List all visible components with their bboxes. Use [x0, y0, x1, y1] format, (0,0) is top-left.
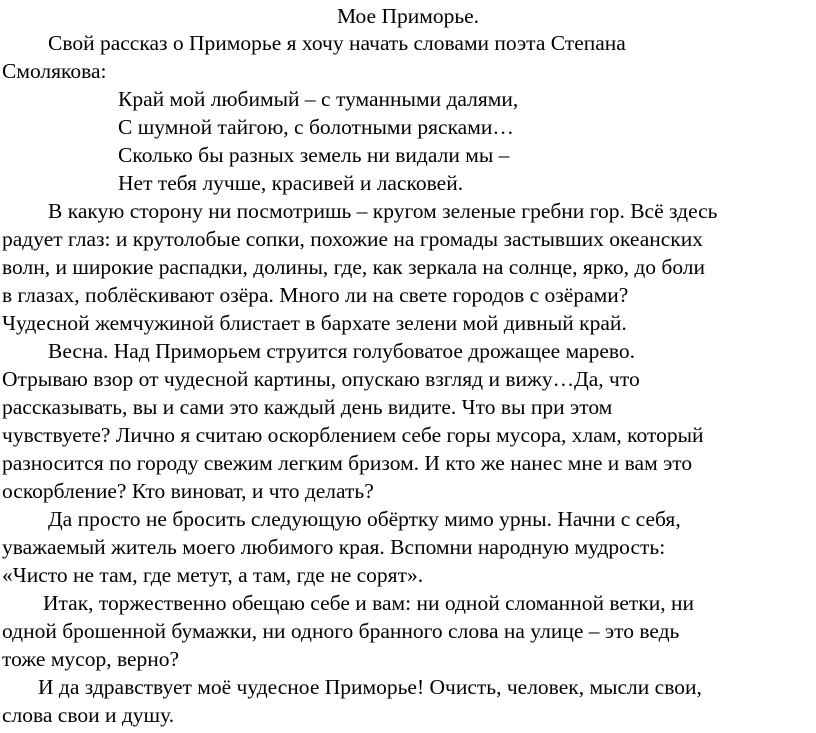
paragraph-1-line-5: Чудесной жемчужиной блистает в бархате зелени мой дивный край. [2, 311, 627, 335]
paragraph-2-line-3: рассказывать, вы и сами это каждый день видите. Что вы при этом [2, 395, 613, 419]
paragraph-3-line-1: Да просто не бросить следующую обёртку мимо урны. Начни с себя, [48, 507, 681, 531]
paragraph-2-line-4: чувствуете? Лично я считаю оскорблением себе горы мусора, хлам, который [2, 423, 704, 447]
paragraph-3-line-3: «Чисто не там, где метут, а там, где не сорят». [2, 563, 424, 587]
intro-line-1: Свой рассказ о Приморье я хочу начать словами поэта Степана [48, 31, 626, 55]
paragraph-2-line-2: Отрываю взор от чудесной картины, опускаю взгляд и вижу…Да, что [2, 367, 640, 391]
paragraph-2-line-5: разносится по городу свежим легким бризом. И кто же нанес мне и вам это [2, 451, 693, 475]
paragraph-4-line-1: Итак, торжественно обещаю себе и вам: ни одной сломанной ветки, ни [43, 591, 695, 615]
paragraph-1-line-4: в глазах, поблёскивают озёра. Много ли на свете городов с озёрами? [2, 283, 629, 307]
paragraph-1-line-3: волн, и широкие распадки, долины, где, как зеркала на солнце, ярко, до боли [2, 255, 706, 279]
paragraph-4-line-2: одной брошенной бумажки, ни одного бранного слова на улице – это ведь [2, 619, 680, 643]
paragraph-4-line-3: тоже мусор, верно? [2, 647, 180, 671]
paragraph-2-line-6: оскорбление? Кто виноват, и что делать? [2, 479, 374, 503]
poem-line-3: Сколько бы разных земель ни видали мы – [118, 143, 510, 167]
poem-line-4: Нет тебя лучше, красивей и ласковей. [118, 171, 464, 195]
intro-line-2: Смолякова: [2, 59, 107, 83]
paragraph-1-line-1: В какую сторону ни посмотришь – кругом зеленые гребни гор. Всё здесь [48, 199, 718, 223]
paragraph-5-line-2: слова свои и душу. [2, 703, 175, 727]
document-title: Мое Приморье. [336, 4, 480, 28]
poem-line-2: С шумной тайгою, с болотными рясками… [118, 115, 514, 139]
poem-line-1: Край мой любимый – с туманными далями, [118, 87, 519, 111]
paragraph-5-line-1: И да здравствует моё чудесное Приморье! Очисть, человек, мысли свои, [38, 675, 702, 699]
paragraph-1-line-2: радует глаз: и крутолобые сопки, похожие на громады застывших океанских [2, 227, 704, 251]
paragraph-3-line-2: уважаемый житель моего любимого края. Вспомни народную мудрость: [2, 535, 666, 559]
paragraph-2-line-1: Весна. Над Приморьем струится голубоватое дрожащее марево. [48, 339, 636, 363]
